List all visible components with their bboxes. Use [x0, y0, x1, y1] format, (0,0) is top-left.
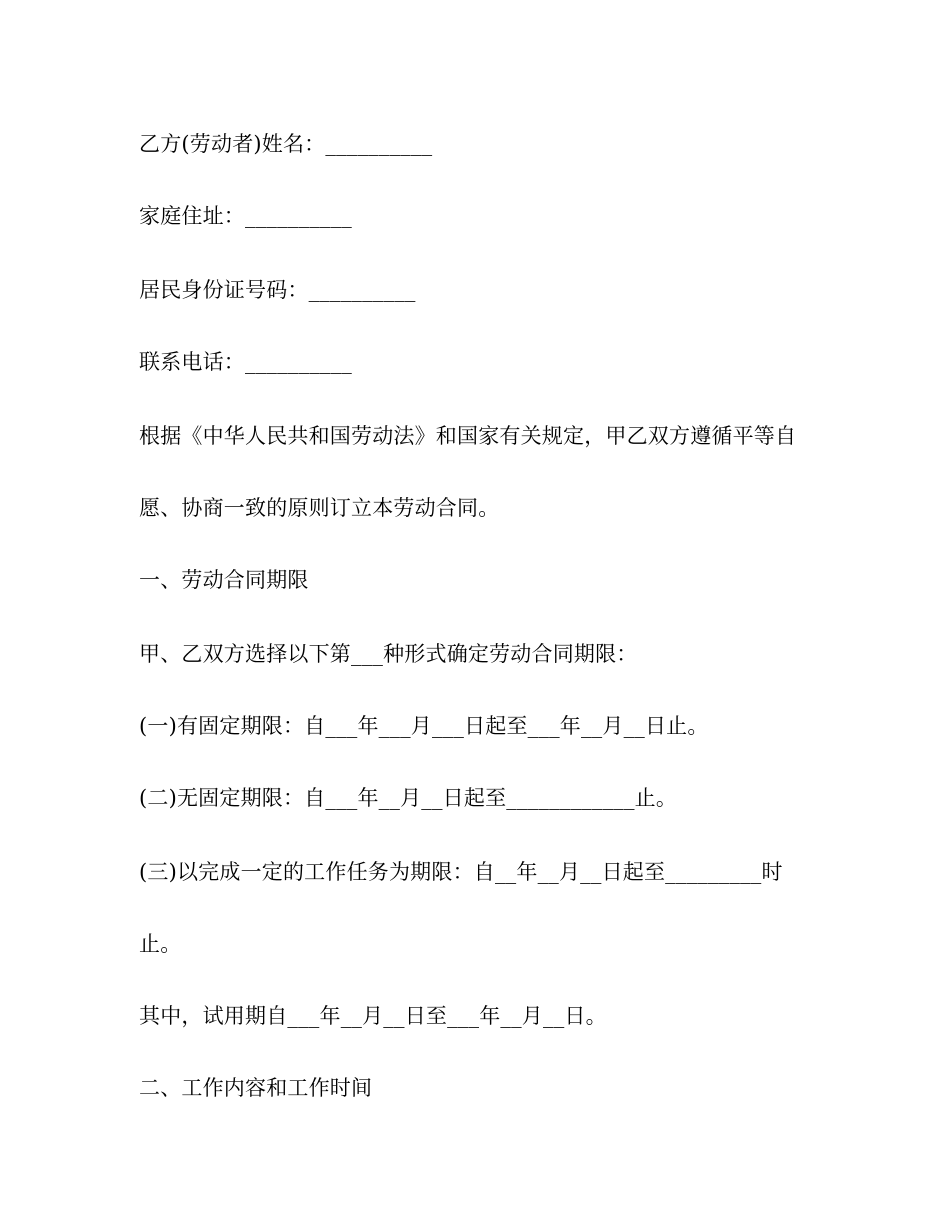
task-based-term-line-1: (三)以完成一定的工作任务为期限：自__年__月__日起至_________时 — [139, 860, 783, 884]
section-heading-work-content: 二、工作内容和工作时间 — [139, 1076, 373, 1100]
section-heading-contract-term: 一、劳动合同期限 — [139, 568, 309, 592]
home-address-line: 家庭住址：__________ — [139, 204, 352, 228]
preamble-line-1: 根据《中华人民共和国劳动法》和国家有关规定，甲乙双方遵循平等自 — [139, 424, 797, 448]
preamble-line-2: 愿、协商一致的原则订立本劳动合同。 — [139, 496, 500, 520]
probation-period-line: 其中，试用期自___年__月__日至___年__月__日。 — [139, 1004, 607, 1028]
phone-line: 联系电话：__________ — [139, 350, 352, 374]
id-number-line: 居民身份证号码：__________ — [139, 278, 416, 302]
task-based-term-line-2: 止。 — [139, 932, 182, 956]
fixed-term-line: (一)有固定期限：自___年___月___日起至___年__月__日止。 — [139, 714, 709, 738]
term-choice-line: 甲、乙双方选择以下第___种形式确定劳动合同期限： — [139, 642, 638, 666]
party-b-name-line: 乙方(劳动者)姓名：__________ — [139, 132, 433, 156]
open-ended-term-line: (二)无固定期限：自___年__月__日起至____________止。 — [139, 786, 678, 810]
